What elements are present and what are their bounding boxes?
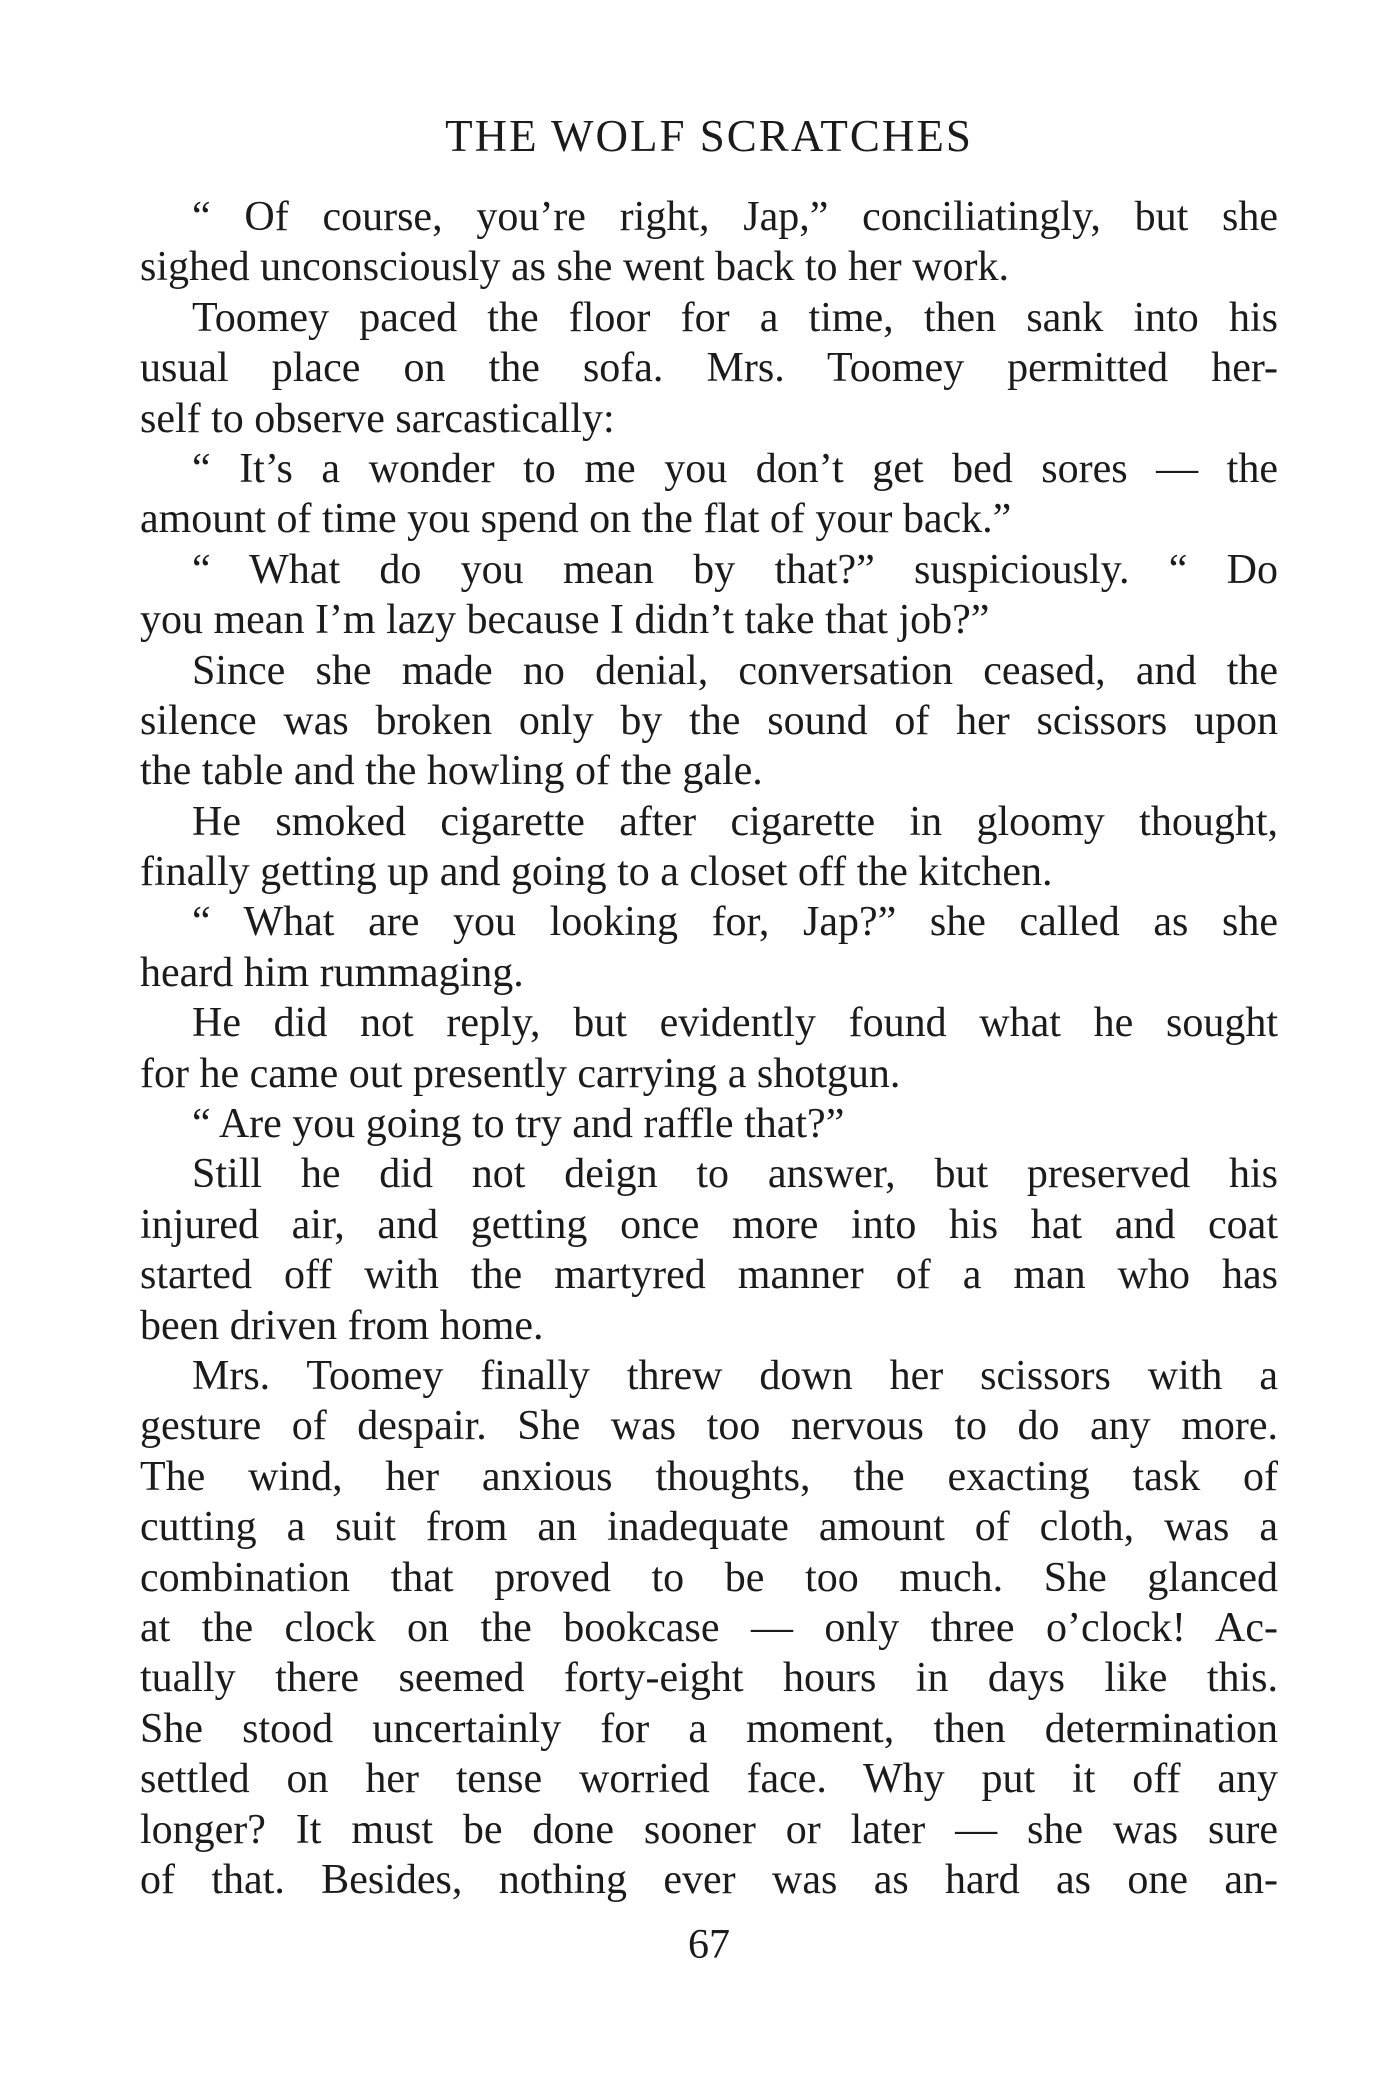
text-line: started off with the martyred manner of a man who has [140, 1252, 1278, 1299]
text-line: finally getting up and going to a closet off the kitchen. [140, 849, 1053, 896]
text-line: the table and the howling of the gale. [140, 748, 763, 795]
text-line: injured air, and getting once more into his hat and coat [140, 1201, 1278, 1248]
text-line: heard him rummaging. [140, 949, 524, 996]
text-line: Toomey paced the floor for a time, then sank into his [192, 294, 1278, 341]
text-line: cutting a suit from an inadequate amount of cloth, was a [140, 1504, 1278, 1551]
body-text [140, 192, 1278, 1905]
text-line: at the clock on the bookcase — only three o’clock! Ac- [140, 1604, 1278, 1651]
text-line: sighed unconsciously as she went back to her work. [140, 244, 1009, 291]
text-line: longer? It must be done sooner or later — she was sure [140, 1806, 1278, 1853]
text-line: usual place on the sofa. Mrs. Toomey permitted her- [140, 345, 1278, 392]
text-line: She stood uncertainly for a moment, then determination [140, 1705, 1278, 1752]
text-line: tually there seemed forty-eight hours in days like this. [140, 1655, 1278, 1702]
text-line: self to observe sarcastically: [140, 395, 615, 442]
text-line: Still he did not deign to answer, but preserved his [192, 1151, 1278, 1198]
text-line: of that. Besides, nothing ever was as hard as one an- [140, 1856, 1278, 1903]
page-number: 67 [688, 1922, 730, 1968]
text-line: you mean I’m lazy because I didn’t take that job?” [140, 597, 990, 644]
text-line: “ What are you looking for, Jap?” she called as she [192, 899, 1278, 946]
text-line: Since she made no denial, conversation ceased, and the [192, 647, 1278, 694]
text-line: “ What do you mean by that?” suspiciously. “ Do [192, 546, 1278, 593]
text-line: silence was broken only by the sound of her scissors upon [140, 697, 1278, 744]
text-line: He smoked cigarette after cigarette in gloomy thought, [192, 798, 1278, 845]
text-line: gesture of despair. She was too nervous to do any more. [140, 1403, 1278, 1450]
running-head: THE WOLF SCRATCHES [445, 111, 973, 161]
text-line: “ It’s a wonder to me you don’t get bed sores — the [192, 445, 1278, 492]
text-line: He did not reply, but evidently found what he sought [192, 1000, 1278, 1047]
text-line: settled on her tense worried face. Why put it off any [140, 1756, 1278, 1803]
text-line: “ Are you going to try and raffle that?” [192, 1101, 845, 1148]
text-line: been driven from home. [140, 1302, 544, 1349]
text-line: The wind, her anxious thoughts, the exacting task of [140, 1453, 1278, 1500]
text-line: Mrs. Toomey finally threw down her scissors with a [192, 1352, 1278, 1399]
text-line: amount of time you spend on the flat of your back.” [140, 496, 1012, 543]
text-line: combination that proved to be too much. She glanced [140, 1554, 1278, 1601]
text-line: for he came out presently carrying a shotgun. [140, 1050, 901, 1097]
text-line: “ Of course, you’re right, Jap,” conciliatingly, but she [192, 194, 1278, 240]
